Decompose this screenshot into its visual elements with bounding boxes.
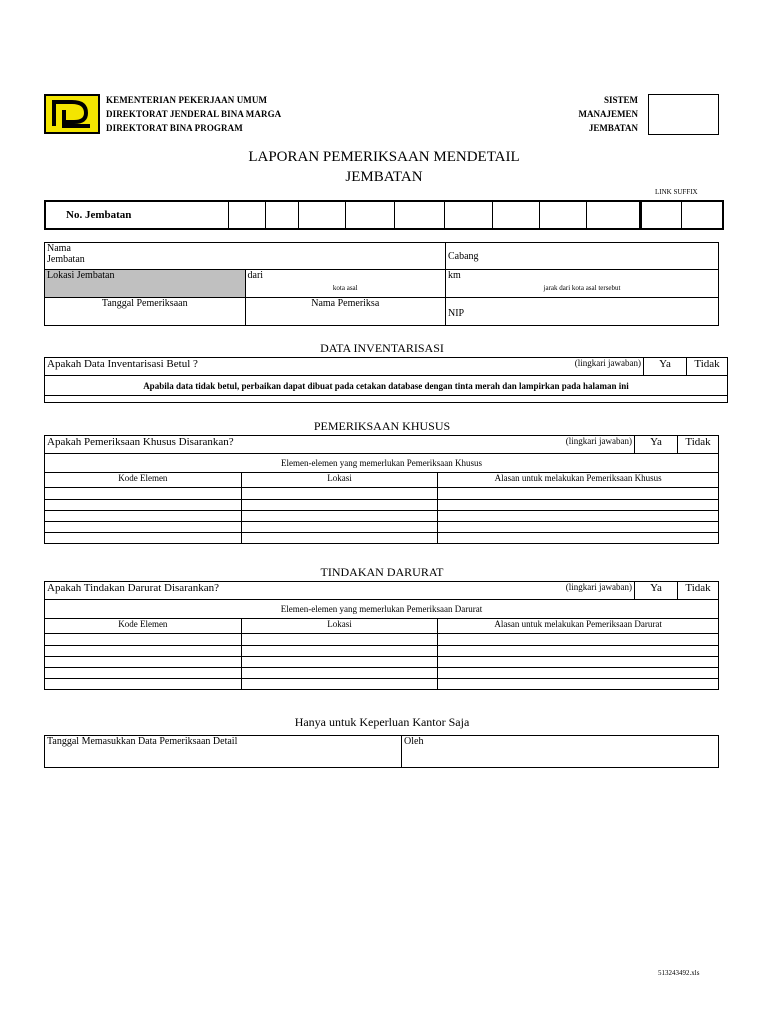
table-cell[interactable]: [45, 646, 242, 657]
table-cell[interactable]: [45, 511, 242, 522]
table-cell[interactable]: [438, 488, 719, 500]
link-suffix-cell[interactable]: [682, 201, 724, 229]
table-cell[interactable]: [438, 634, 719, 646]
org-line-1: KEMENTERIAN PEKERJAAN UMUM: [106, 95, 268, 105]
system-line-1: SISTEM: [603, 95, 638, 105]
table-cell[interactable]: [241, 488, 438, 500]
tanggal-pemeriksaan-label: Tanggal Pemeriksaan: [45, 298, 246, 326]
col-alasan: Alasan untuk melakukan Pemeriksaan Darurat: [438, 619, 719, 634]
table-cell[interactable]: [45, 488, 242, 500]
bridge-no-label: No. Jembatan: [45, 201, 229, 229]
table-cell[interactable]: [241, 522, 438, 533]
bridge-no-cell[interactable]: [395, 201, 445, 229]
answer-no[interactable]: Tidak: [678, 582, 719, 600]
table-cell[interactable]: [45, 522, 242, 533]
system-line-2: MANAJEMEN: [578, 109, 638, 119]
table-cell[interactable]: [241, 657, 438, 668]
inventory-table: [44, 357, 728, 403]
emergency-heading: TINDAKAN DARURAT: [320, 565, 444, 579]
ministry-logo: [44, 94, 100, 134]
nama-label: Nama: [47, 243, 71, 254]
office-by-label: Oleh: [404, 736, 424, 747]
nip-label: NIP: [446, 298, 719, 326]
answer-yes[interactable]: Ya: [635, 436, 678, 454]
circle-answer-label: (lingkari jawaban): [565, 582, 632, 592]
report-title-line1: LAPORAN PEMERIKSAAN MENDETAIL: [248, 149, 520, 165]
table-cell[interactable]: [241, 679, 438, 690]
table-cell[interactable]: [45, 533, 242, 544]
table-cell[interactable]: [241, 511, 438, 522]
bridge-no-cell[interactable]: [299, 201, 346, 229]
table-cell[interactable]: [438, 646, 719, 657]
link-suffix-label: LINK SUFFIX: [655, 188, 698, 196]
answer-yes[interactable]: Ya: [635, 582, 678, 600]
table-cell[interactable]: [438, 500, 719, 511]
jarak-label: jarak dari kota asal tersebut: [543, 284, 621, 292]
office-heading: Hanya untuk Keperluan Kantor Saja: [294, 715, 470, 729]
office-table: [44, 735, 719, 768]
table-cell[interactable]: [45, 679, 242, 690]
nama-jembatan-cell[interactable]: [45, 243, 446, 270]
inventory-blank-row[interactable]: [45, 396, 728, 403]
table-cell[interactable]: [438, 657, 719, 668]
dari-cell[interactable]: [245, 270, 446, 298]
bridge-no-cell[interactable]: [346, 201, 395, 229]
inventory-question: Apakah Data Inventarisasi Betul ?: [45, 358, 517, 376]
org-line-3: DIREKTORAT BINA PROGRAM: [106, 123, 243, 133]
pu-logo-icon: [46, 96, 98, 132]
circle-answer-label: (lingkari jawaban): [565, 436, 632, 446]
col-alasan: Alasan untuk melakukan Pemeriksaan Khusus: [438, 473, 719, 488]
special-question-text: Apakah Pemeriksaan Khusus Disarankan?: [47, 436, 234, 448]
nama-pemeriksa-label: Nama Pemeriksa: [245, 298, 446, 326]
table-cell[interactable]: [438, 522, 719, 533]
bridge-number-table: [44, 200, 642, 230]
system-box: [648, 94, 719, 135]
special-question: [45, 436, 635, 454]
org-line-2: DIREKTORAT JENDERAL BINA MARGA: [106, 109, 282, 119]
table-cell[interactable]: [438, 533, 719, 544]
dari-label: dari: [247, 270, 264, 281]
bridge-no-cell[interactable]: [540, 201, 587, 229]
emergency-question-text: Apakah Tindakan Darurat Disarankan?: [47, 582, 219, 594]
bridge-no-cell[interactable]: [587, 201, 642, 229]
circle-answer-label: (lingkari jawaban): [516, 358, 644, 376]
answer-yes[interactable]: Ya: [644, 358, 687, 376]
answer-no[interactable]: Tidak: [678, 436, 719, 454]
table-cell[interactable]: [241, 668, 438, 679]
special-table: [44, 435, 719, 544]
lokasi-label: Lokasi Jembatan: [45, 270, 246, 298]
table-cell[interactable]: [438, 668, 719, 679]
col-kode-elemen: Kode Elemen: [45, 619, 242, 634]
office-date-cell[interactable]: [45, 736, 402, 768]
cabang-label: Cabang: [448, 250, 479, 262]
km-cell[interactable]: [446, 270, 719, 298]
table-cell[interactable]: [241, 646, 438, 657]
table-cell[interactable]: [45, 634, 242, 646]
bridge-no-cell[interactable]: [493, 201, 540, 229]
bridge-no-cell[interactable]: [266, 201, 299, 229]
table-cell[interactable]: [241, 634, 438, 646]
bridge-no-cell[interactable]: [445, 201, 493, 229]
table-cell[interactable]: [241, 500, 438, 511]
office-by-cell[interactable]: [402, 736, 719, 768]
special-elements-label: Elemen-elemen yang memerlukan Pemeriksaan Khusus: [45, 454, 719, 473]
link-suffix-cell[interactable]: [640, 201, 682, 229]
table-cell[interactable]: [241, 533, 438, 544]
emergency-question: [45, 582, 635, 600]
table-cell[interactable]: [438, 679, 719, 690]
table-cell[interactable]: [45, 500, 242, 511]
bridge-no-cell[interactable]: [229, 201, 266, 229]
inventory-heading: DATA INVENTARISASI: [320, 341, 444, 355]
bridge-info-table: [44, 242, 719, 326]
emergency-table: [44, 581, 719, 690]
inventory-note: Apabila data tidak betul, perbaikan dapat dibuat pada cetakan database dengan tinta merah dan lampirkan pada halaman ini: [45, 376, 728, 396]
table-cell[interactable]: [45, 657, 242, 668]
table-cell[interactable]: [438, 511, 719, 522]
col-kode-elemen: Kode Elemen: [45, 473, 242, 488]
cabang-cell[interactable]: [446, 243, 719, 270]
system-line-3: JEMBATAN: [588, 123, 638, 133]
emergency-elements-label: Elemen-elemen yang memerlukan Pemeriksaan Darurat: [45, 600, 719, 619]
col-lokasi: Lokasi: [241, 619, 438, 634]
report-title-line2: JEMBATAN: [345, 169, 423, 185]
link-suffix-table: [639, 200, 724, 230]
jembatan-label: Jembatan: [47, 254, 85, 265]
office-date-label: Tanggal Memasukkan Data Pemeriksaan Detail: [47, 736, 238, 747]
file-name-footer: 513243492.xls: [658, 969, 700, 977]
km-label: km: [448, 270, 461, 281]
table-cell[interactable]: [45, 668, 242, 679]
col-lokasi: Lokasi: [241, 473, 438, 488]
special-heading: PEMERIKSAAN KHUSUS: [313, 419, 451, 433]
answer-no[interactable]: Tidak: [687, 358, 728, 376]
kota-asal-label: kota asal: [332, 284, 358, 292]
